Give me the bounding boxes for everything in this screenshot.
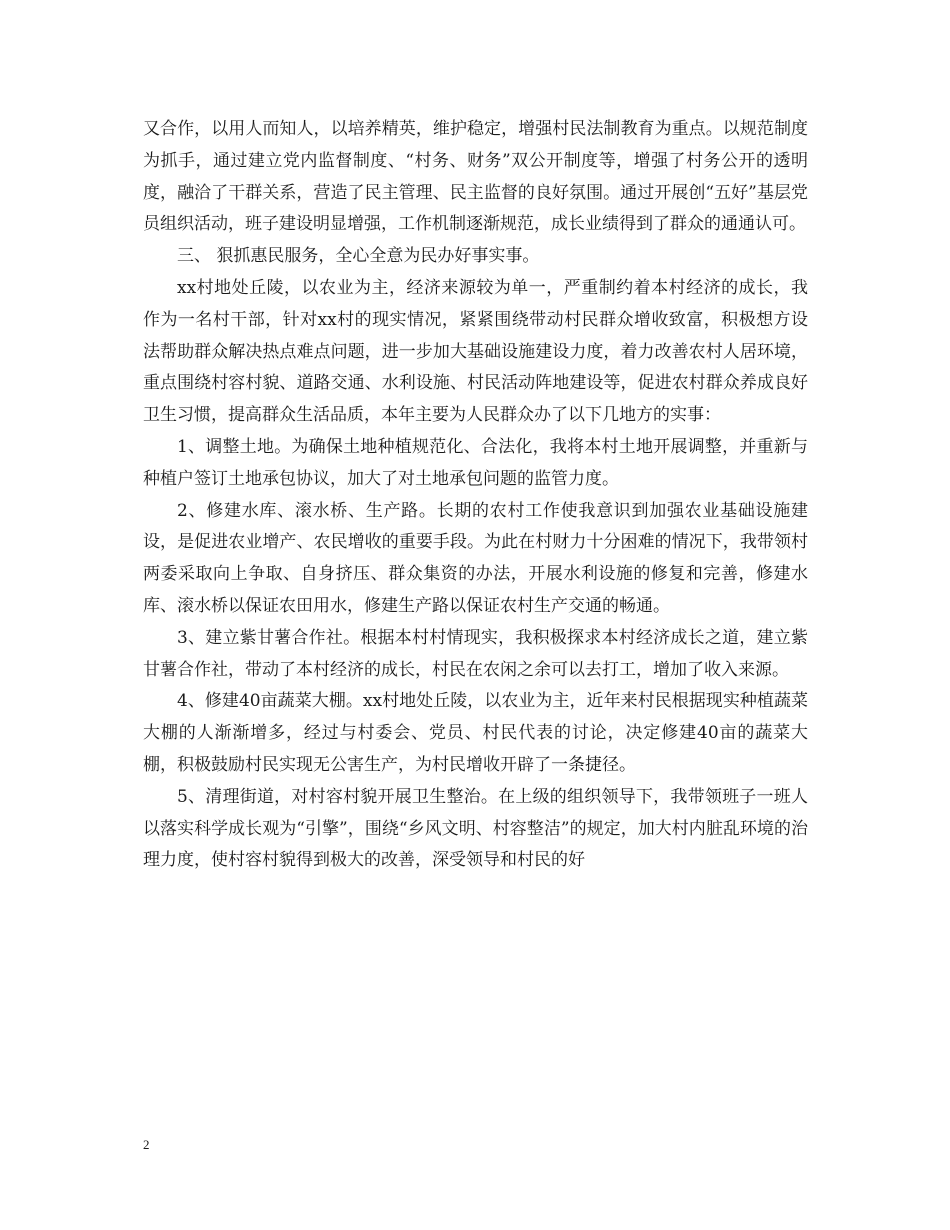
list-item-2-reservoir-bridge-road: 2、修建水库、滚水桥、生产路。长期的农村工作使我意识到加强农业基础设施建设，是促进农业增产、农民增收的重要手段。为此在村财力十分困难的情况下，我带领村两委采取向上争取、自身挤压、群众集资的办法，开展水利设施的修复和完善，修建水库、滚水桥以保证农田用水，修建生产路以保证农村生产交通的畅通。 — [143, 500, 808, 616]
section-heading-three: 三、 狠抓惠民服务，全心全意为民办好事实事。 — [177, 246, 540, 267]
list-item-5-street-cleanup: 5、清理街道，对村容村貌开展卫生整治。在上级的组织领导下，我带领班子一班人以落实科学成长观为“引擎”，围绕“乡风文明、村容整洁”的规定，加大村内脏乱环境的治理力度，使村容村貌得到极大的改善，深受领导和村民的好 — [143, 786, 808, 871]
list-item-4-vegetable-greenhouse: 4、修建40亩蔬菜大棚。xx村地处丘陵，以农业为主，近年来村民根据现实种植蔬菜大棚的人渐渐增多，经过与村委会、党员、村民代表的讨论，决定修建40亩的蔬菜大棚，积极鼓励村民实现无公害生产，为村民增收开辟了一条捷径。 — [143, 691, 808, 775]
document-body — [143, 114, 808, 877]
paragraph-village-overview: xx村地处丘陵，以农业为主，经济来源较为单一，严重制约着本村经济的成长，我作为一名村干部，针对xx村的现实情况，紧紧围绕带动村民群众增收致富，积极想方设法帮助群众解决热点难点问题，进一步加大基础设施建设力度，着力改善农村人居环境，重点围绕村容村貌、道路交通、水利设施、村民活动阵地建设等，促进农村群众养成良好卫生习惯，提高群众生活品质，本年主要为人民群众办了以下几地方的实事： — [143, 277, 808, 426]
list-item-1-land-adjustment: 1、调整土地。为确保土地种植规范化、合法化，我将本村土地开展调整，并重新与种植户签订土地承包协议，加大了对土地承包问题的监管力度。 — [143, 436, 808, 489]
paragraph-continuation: 又合作，以用人而知人，以培养精英，维护稳定，增强村民法制教育为重点。以规范制度为抓手，通过建立党内监督制度、“村务、财务”双公开制度等，增强了村务公开的透明度，融洽了干群关系，营造了民主管理、民主监督的良好氛围。通过开展创“五好”基层党员组织活动，班子建设明显增强，工作机制逐渐规范，成长业绩得到了群众的通通认可。 — [143, 119, 808, 235]
page-number: 2 — [143, 1137, 150, 1152]
list-item-3-sweet-potato-coop: 3、建立紫甘薯合作社。根据本村村情现实，我积极探求本村经济成长之道，建立紫甘薯合作社，带动了本村经济的成长，村民在农闲之余可以去打工，增加了收入来源。 — [143, 627, 808, 680]
